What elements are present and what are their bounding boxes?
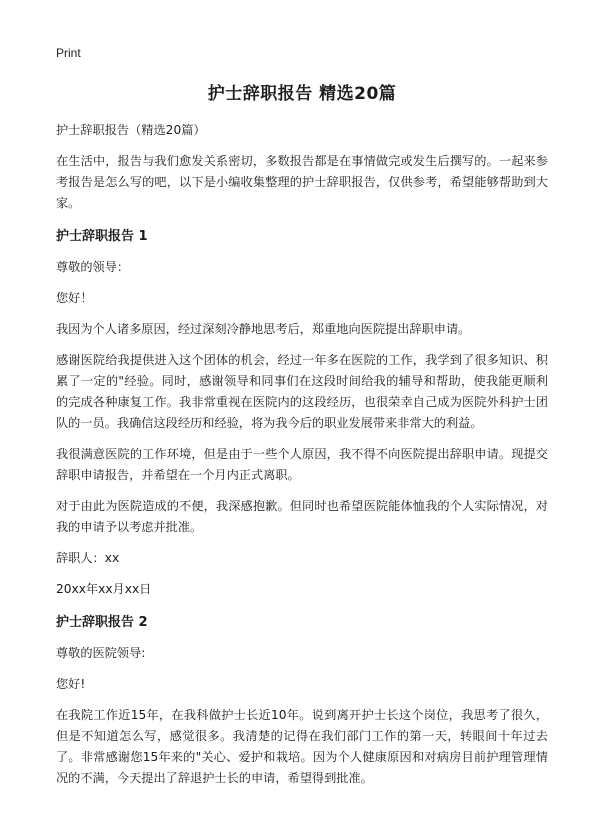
print-label[interactable]: Print — [56, 46, 81, 60]
document-title: 护士辞职报告 精选20篇 — [207, 84, 397, 104]
paragraph: 我因为个人诸多原因，经过深刻冷静地思考后，郑重地向医院提出辞职申请。 — [56, 322, 471, 336]
paragraph: 对于由此为医院造成的不便，我深感抱歉。但同时也希望医院能体恤我的个人实际情况，对我的申请予以考虑并批准。 — [56, 499, 548, 534]
paragraph: 在我院工作近15年，在我科做护士长近10年。说到离开护士长这个岗位，我思考了很久，但是不知道怎么写，感觉很多。我清楚的记得在我们部门工作的第一天，转眼间十年过去了。非常感谢您15年来的"关心、爱护和栽培。因为个人健康原因和对病房目前护理管理情况的不满，今天提出了辞退护士长的申请，希望得到批准。 — [56, 708, 548, 785]
greeting: 您好！ — [56, 291, 93, 305]
intro-subtitle: 护士辞职报告（精选20篇） — [56, 123, 206, 137]
document-page — [56, 44, 548, 789]
paragraph: 我很满意医院的工作环境，但是由于一些个人原因，我不得不向医院提出辞职申请。现提交辞职申请报告，并希望在一个月内正式离职。 — [56, 447, 548, 482]
salutation: 尊敬的领导： — [56, 260, 130, 274]
salutation: 尊敬的医院领导: — [56, 646, 146, 660]
greeting: 您好! — [56, 677, 86, 691]
paragraph: 感谢医院给我提供进入这个团体的机会，经过一年多在医院的工作，我学到了很多知识、积累了一定的"经验。同时，感谢领导和同事们在这段时间给我的辅导和帮助，使我能更顺利的完成各种康复工作。我非常重视在医院内的这段经历，也很荣幸自己成为医院外科护士团队的一员。我确信这段经历和经验，将为我今后的职业发展带来非常大的利益。 — [56, 353, 548, 430]
intro-paragraph: 在生活中，报告与我们愈发关系密切，多数报告都是在事情做完或发生后撰写的。一起来参考报告是怎么写的吧，以下是小编收集整理的护士辞职报告，仅供参考，希望能够帮助到大家。 — [56, 154, 548, 210]
date-line: 20xx年xx月xx日 — [56, 582, 152, 596]
section-heading-1: 护士辞职报告 1 — [56, 229, 148, 244]
section-heading-2: 护士辞职报告 2 — [56, 615, 148, 630]
signature-line: 辞职人：xx — [56, 551, 120, 565]
